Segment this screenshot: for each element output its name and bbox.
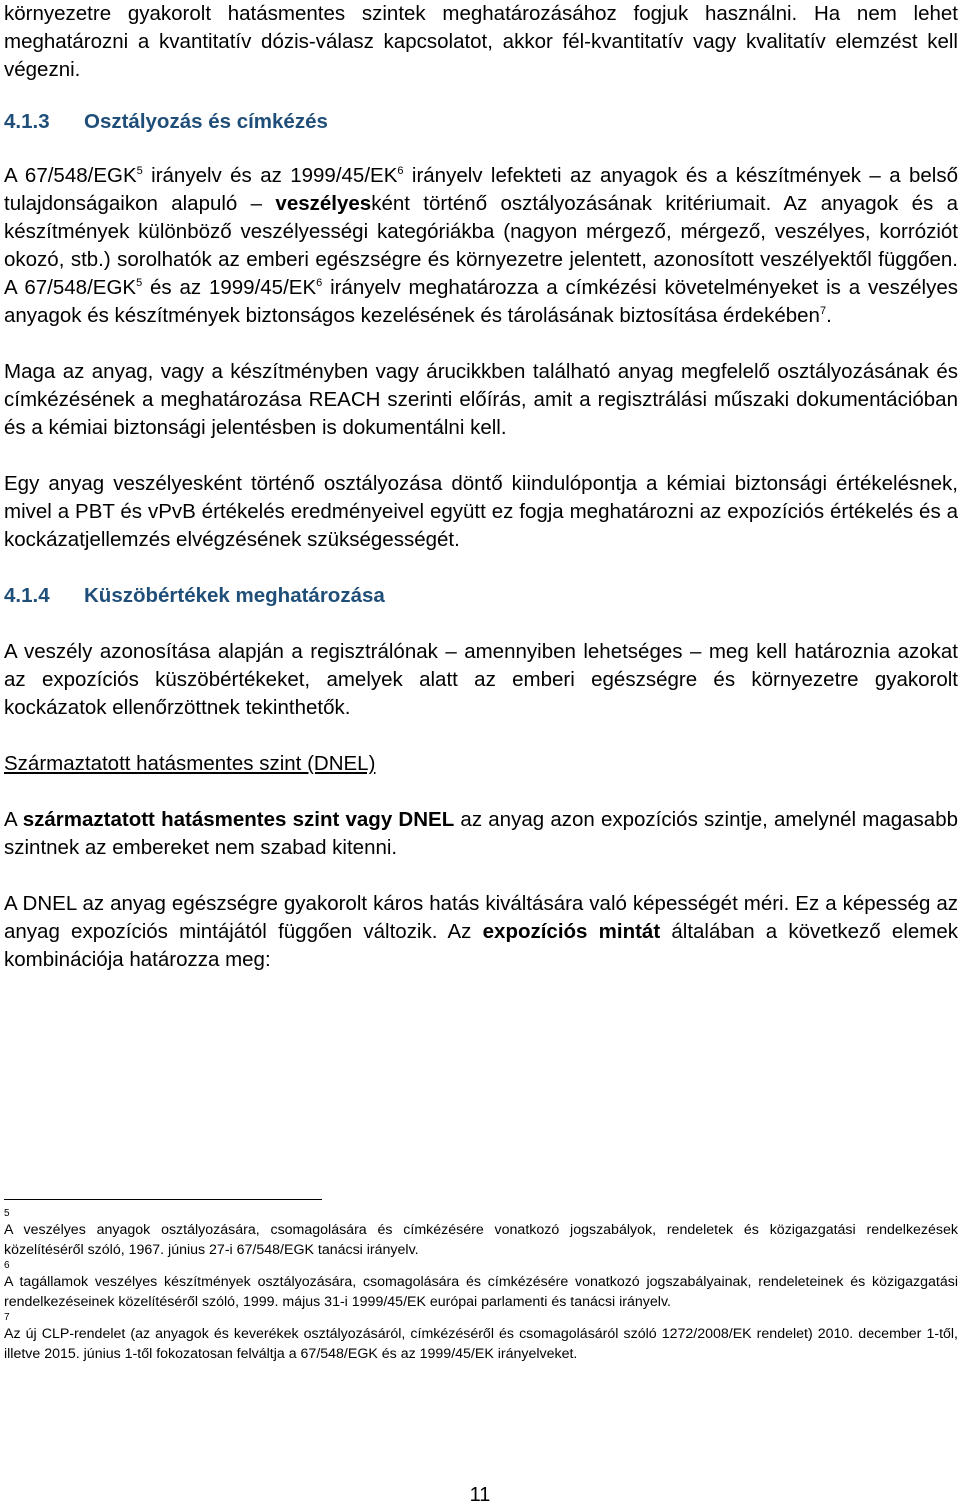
bold-term: veszélyes (275, 192, 372, 215)
text-run: irányelv lefekteti az anyagok és a készítmények – a belső tulajdonságaikon alapuló – (4, 164, 958, 215)
text-run: általában a következő elemek kombinációja határozza meg: (4, 920, 958, 971)
footnote-ref-6[interactable]: 6 (397, 165, 404, 177)
threshold-paragraph: A veszély azonosítása alapján a regisztrálónak – amennyiben lehetséges – meg kell határoznia azokat az expozíciós küszöbértékeket, amelyek alatt az emberi egészségre és környezetre gyakorolt kockázatok ellenőrzöttnek tekinthetők. (4, 640, 958, 719)
bold-term: expozíciós mintát (482, 920, 661, 943)
text-run: az anyag azon expozíciós szintje, amelynél magasabb szintnek az embereket nem szabad kitenni. (4, 808, 958, 859)
footnote-separator (4, 1199, 322, 1200)
section-heading-4-1-3 (4, 108, 958, 136)
footnote-5 (4, 1208, 958, 1260)
footnote-text: A tagállamok veszélyes készítmények osztályozására, csomagolására és címkézésére vonatkozó jogszabályainak, rendeleteinek és közigazgatási rendelkezéseinek közelítéséről szóló, 1999. május 31-i 1999/45/EK európai parlamenti és tanácsi irányelv. (4, 1274, 958, 1310)
document-page (4, 0, 958, 974)
section-number: 4.1.4 (4, 584, 50, 607)
section-title: Osztályozás és címkézés (84, 110, 328, 133)
footnote-ref-6[interactable]: 6 (316, 277, 323, 289)
pbt-paragraph: Egy anyag veszélyesként történő osztályozása döntő kiindulópontja a kémiai biztonsági értékelésnek, mivel a PBT és vPvB értékelés eredményeivel együtt ez fogja meghatározni az expozíciós értékelés és a kockázatjellemzés elvégzésének szükségességét. (4, 472, 958, 551)
footnote-number: 5 (4, 1208, 10, 1219)
footnote-text: Az új CLP-rendelet (az anyagok és keverékek osztályozásáról, címkézéséről és csomagolásáról szóló 1272/2008/EK rendelet) 2010. december 1-től, illetve 2015. június 1-től fokozatosan felváltja a 67/548/EGK és az 1999/45/EK irányelveket. (4, 1326, 958, 1362)
text-run: A 67/548/EGK (4, 164, 137, 187)
reach-paragraph: Maga az anyag, vagy a készítményben vagy árucikkben található anyag megfelelő osztályozásának és címkézésének a meghatározása REACH szerinti előírás, amit a regisztrálási műszaki dokumentációban és a kémiai biztonsági jelentésben is dokumentálni kell. (4, 360, 958, 439)
footnote-ref-7[interactable]: 7 (819, 305, 827, 317)
text-run: A DNEL az anyag egészségre gyakorolt káros hatás kiváltására való képességét méri. Ez a képesség az anyag expozíciós mintájától függően változik. Az (4, 892, 958, 943)
intro-paragraph: környezetre gyakorolt hatásmentes szintek meghatározásához fogjuk használni. Ha nem lehet meghatározni a kvantitatív dózis-válasz kapcsolatot, akkor fél-kvantitatív vagy kvalitatív elemzést kell végezni. (4, 2, 958, 81)
text-run: . (826, 304, 832, 327)
text-run: irányelv meghatározza a címkézési követelményeket is a veszélyes anyagok és készítmények biztonságos kezelésének és tárolásának biztosítása érdekében (4, 276, 958, 327)
classification-paragraph (4, 162, 958, 330)
footnote-ref-5[interactable]: 5 (136, 165, 143, 177)
section-number: 4.1.3 (4, 110, 50, 133)
footnote-6 (4, 1260, 958, 1312)
page-number: 11 (469, 1484, 491, 1506)
text-run: A (4, 808, 23, 831)
bold-term: származtatott hatásmentes szint vagy DNEL (22, 808, 455, 831)
footnote-ref-5[interactable]: 5 (136, 277, 143, 289)
text-run: és az 1999/45/EK (142, 276, 317, 299)
footnote-number: 7 (4, 1312, 10, 1323)
dnel-measure-paragraph (4, 890, 958, 974)
footnote-text: A veszélyes anyagok osztályozására, csomagolására és címkézésére vonatkozó jogszabályok, rendeletek és közigazgatási rendelkezések közelítéséről szóló, 1967. június 27-i 67/548/EGK tanácsi irányelv. (4, 1222, 958, 1258)
section-heading-4-1-4 (4, 582, 958, 610)
text-run: ként történő osztályozásának kritériumait. Az anyagok és a készítmények különböző veszélyességi kategóriákba (nagyon mérgező, mérgező, veszélyes, korróziót okozó, stb.) sorolhatók az emberi egészségre és környezetre jelentett, azonosított veszélyektől függően. A 67/548/EGK (4, 192, 958, 299)
footnote-7 (4, 1312, 958, 1364)
dnel-subheading: Származtatott hatásmentes szint (DNEL) (4, 752, 376, 775)
text-run: irányelv és az 1999/45/EK (142, 164, 398, 187)
footnotes (4, 1208, 958, 1364)
footnote-number: 6 (4, 1260, 10, 1271)
dnel-definition-paragraph (4, 806, 958, 862)
section-title: Küszöbértékek meghatározása (84, 584, 385, 607)
